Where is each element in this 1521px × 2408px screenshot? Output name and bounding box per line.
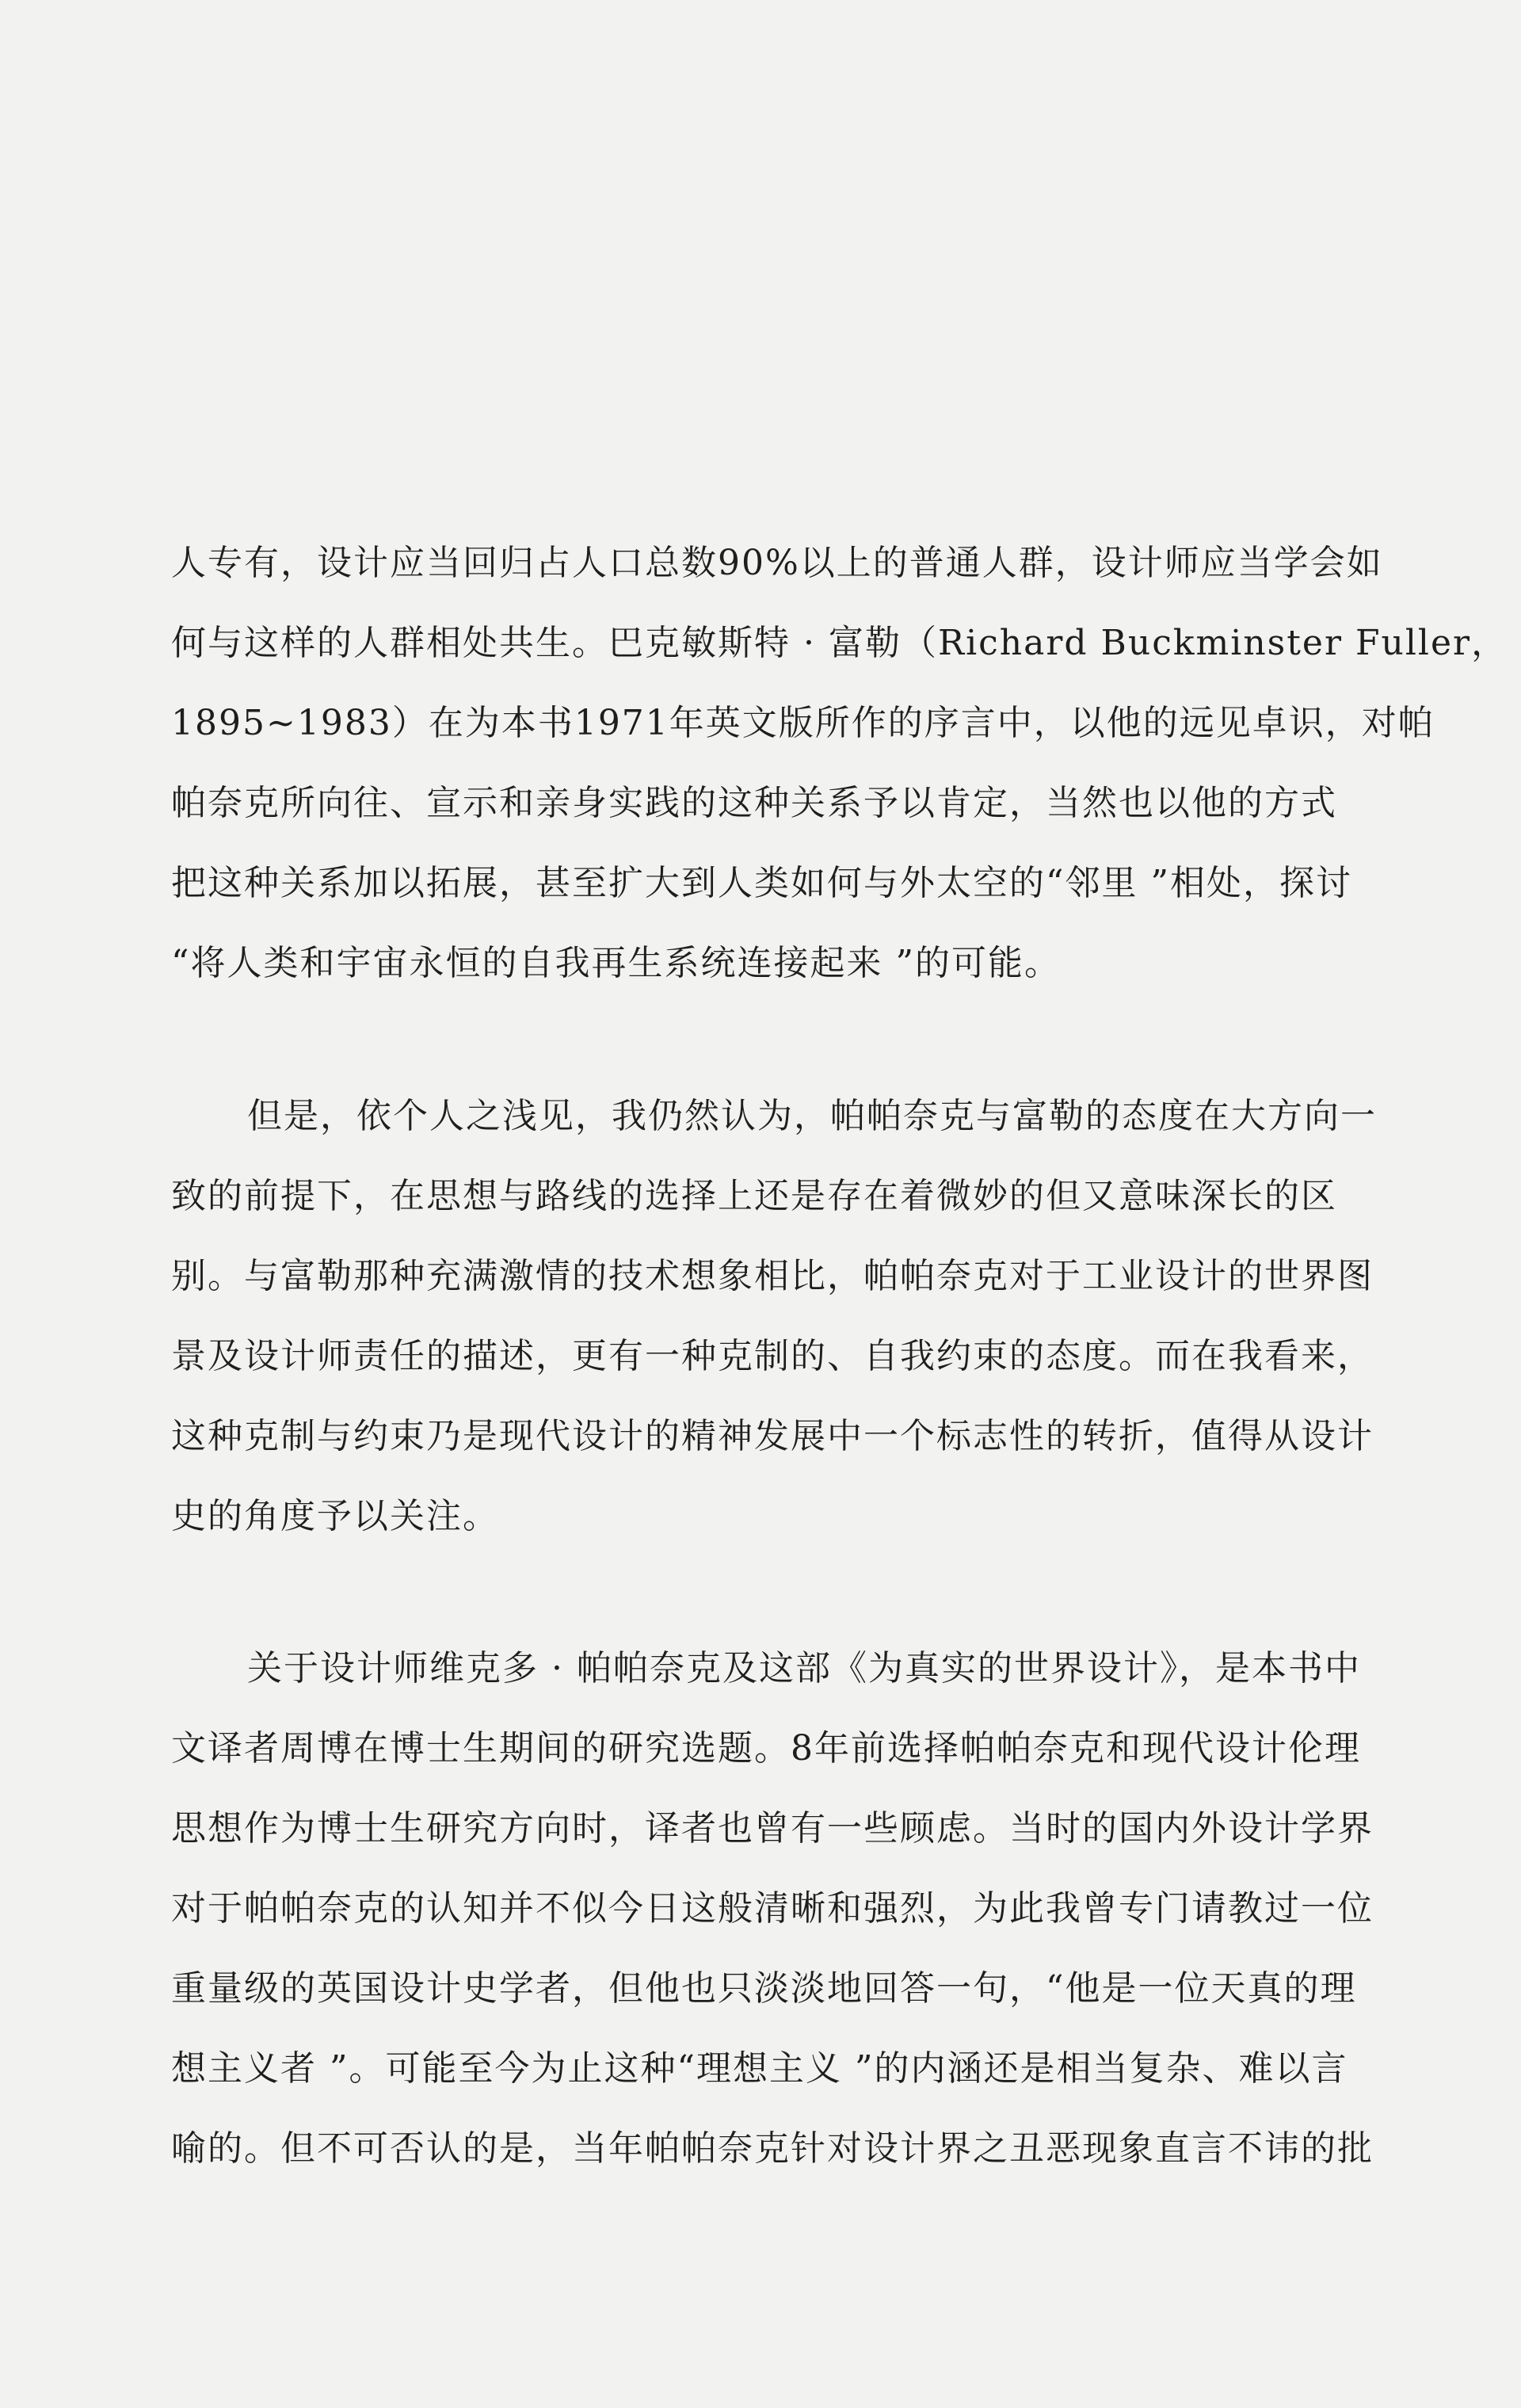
text-line: 帕奈克所向往、宣示和亲身实践的这种关系予以肯定，当然也以他的方式 (171, 783, 1337, 823)
text-line: 喻的。但不可否认的是，当年帕帕奈克针对设计界之丑恶现象直言不讳的批 (171, 2128, 1374, 2169)
text-line: 关于设计师维克多 · 帕帕奈克及这部《为真实的世界设计》，是本书中 (247, 1648, 1361, 1689)
text-line: 何与这样的人群相处共生。巴克敏斯特 · 富勒（Richard Buckminster Fuller， (171, 623, 1508, 663)
text-line: 想主义者 ”。可能至今为止这种“理想主义 ”的内涵还是相当复杂、难以言 (171, 2048, 1348, 2089)
text-line: 思想作为博士生研究方向时，译者也曾有一些顾虑。当时的国内外设计学界 (171, 1808, 1374, 1849)
text-line: 这种克制与约束乃是现代设计的精神发展中一个标志性的转折，值得从设计 (171, 1416, 1374, 1456)
text-line: “将人类和宇宙永恒的自我再生系统连接起来 ”的可能。 (171, 943, 1061, 983)
text-line: 史的角度予以关注。 (171, 1496, 499, 1536)
text-line: 1895~1983）在为本书1971年英文版所作的序言中，以他的远见卓识，对帕 (171, 703, 1435, 743)
text-line: 对于帕帕奈克的认知并不似今日这般清晰和强烈，为此我曾专门请教过一位 (171, 1888, 1374, 1929)
paragraph-3 (171, 1628, 1431, 2189)
paragraph-1 (171, 523, 1508, 1003)
text-line: 重量级的英国设计史学者，但他也只淡淡地回答一句，“他是一位天真的理 (171, 1968, 1357, 2009)
text-line: 人专有，设计应当回归占人口总数90%以上的普通人群，设计师应当学会如 (171, 543, 1383, 583)
text-line: 别。与富勒那种充满激情的技术想象相比，帕帕奈克对于工业设计的世界图 (171, 1256, 1374, 1296)
text-line: 景及设计师责任的描述，更有一种克制的、自我约束的态度。而在我看来， (171, 1336, 1374, 1376)
text-line: 但是，依个人之浅见，我仍然认为，帕帕奈克与富勒的态度在大方向一 (247, 1096, 1377, 1136)
paragraph-2 (171, 1076, 1431, 1556)
text-line: 文译者周博在博士生期间的研究选题。8年前选择帕帕奈克和现代设计伦理 (171, 1728, 1361, 1769)
text-line: 把这种关系加以拓展，甚至扩大到人类如何与外太空的“邻里 ”相处，探讨 (171, 863, 1352, 903)
text-line: 致的前提下，在思想与路线的选择上还是存在着微妙的但又意味深长的区 (171, 1176, 1337, 1216)
